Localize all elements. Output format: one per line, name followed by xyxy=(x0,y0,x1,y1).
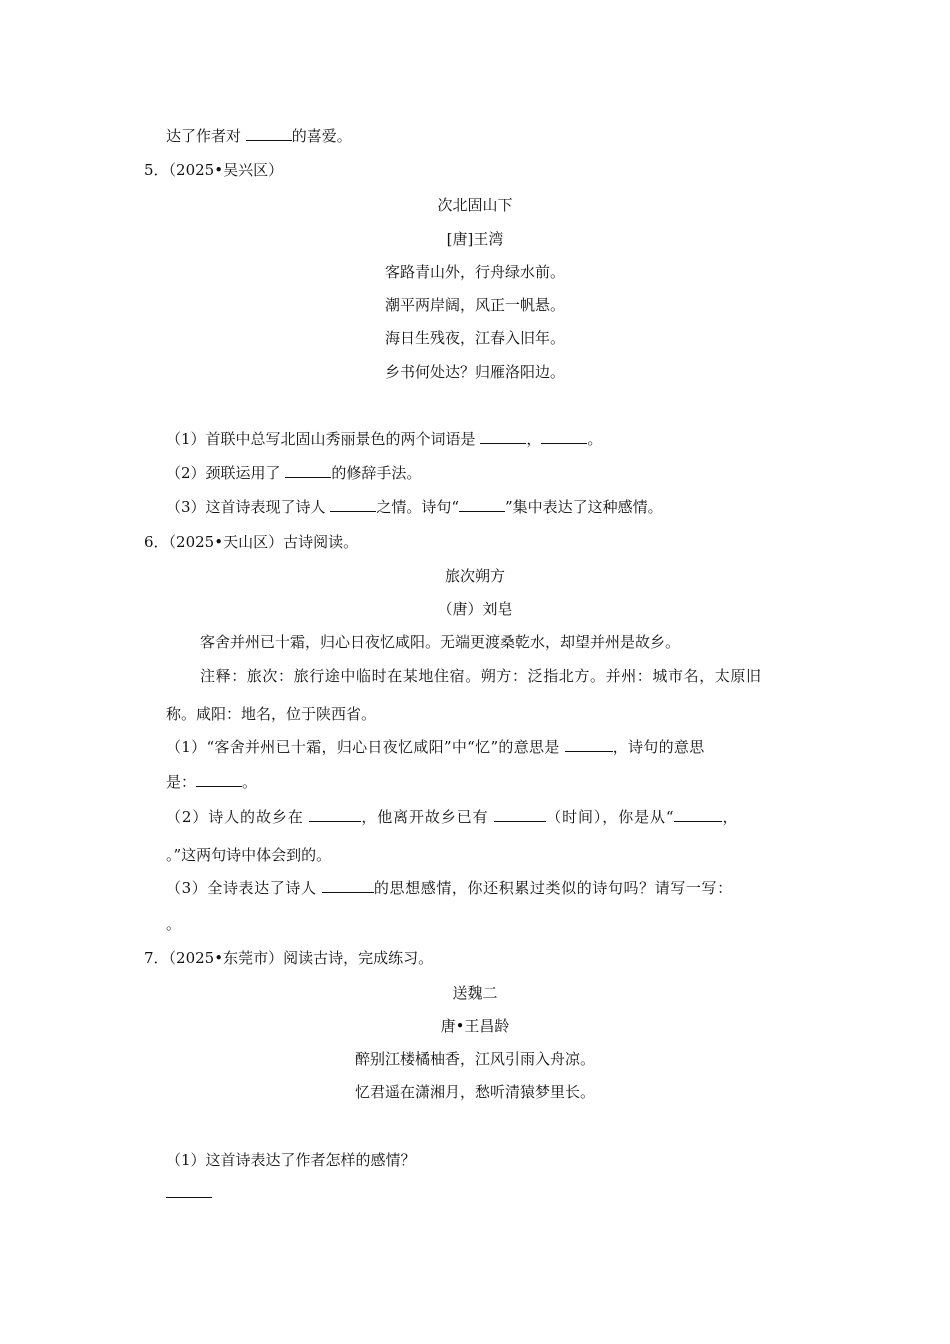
answer-blank[interactable] xyxy=(246,126,292,141)
answer-blank[interactable] xyxy=(480,429,526,444)
answer-blank[interactable] xyxy=(285,463,331,478)
q7-poem-line: 忆君遥在潇湘月，愁听清猿梦里长。 xyxy=(354,1083,595,1101)
q6-note: 注释：旅次：旅行途中临时在某地住宿。朔方：泛指北方。并州：城市名，太原旧 xyxy=(200,667,762,685)
q7-answer-line xyxy=(166,1183,212,1203)
q5-poem-author: [唐]王湾 xyxy=(446,230,504,248)
q6-poem-text: 客舍并州已十霜，归心日夜忆咸阳。无端更渡桑乾水，却望并州是故乡。 xyxy=(200,633,681,651)
q5-subquestion-2: （2）颈联运用了 的修辞手法。 xyxy=(166,464,422,482)
q5-poem-title: 次北固山下 xyxy=(437,196,513,214)
q6-subquestion-2: （2）诗人的故乡在 ，他离开故乡已有 （时间），你是从“ ， xyxy=(166,808,739,826)
answer-blank[interactable] xyxy=(166,1183,212,1198)
q5-subquestion-1: （1）首联中总写北固山秀丽景色的两个词语是 ， 。 xyxy=(166,430,603,448)
answer-blank[interactable] xyxy=(541,429,587,444)
q6-note-cont: 称。咸阳：地名，位于陕西省。 xyxy=(166,705,377,723)
q4-tail: 达了作者对 的喜爱。 xyxy=(166,127,352,145)
q5-poem-line: 乡书何处达？归雁洛阳边。 xyxy=(384,363,565,381)
q6-subquestion-3-cont: 。 xyxy=(166,915,182,933)
q5-poem-line: 潮平两岸阔，风正一帆悬。 xyxy=(384,296,565,314)
answer-blank[interactable] xyxy=(322,878,374,893)
q7-header: 7．（2025•东莞市）阅读古诗，完成练习。 xyxy=(144,949,434,967)
answer-blank[interactable] xyxy=(309,807,361,822)
q6-subquestion-3: （3）全诗表达了诗人 的思想感情，你还积累过类似的诗句吗？请写一写： xyxy=(166,879,733,897)
q6-header: 6．（2025•天山区）古诗阅读。 xyxy=(144,533,359,551)
q5-poem-line: 海日生残夜，江春入旧年。 xyxy=(384,329,565,347)
q7-poem-line: 醉别江楼橘柚香，江风引雨入舟凉。 xyxy=(354,1050,595,1068)
q6-subquestion-2-cont: 。”这两句诗中体会到的。 xyxy=(166,846,332,864)
answer-blank[interactable] xyxy=(494,807,546,822)
q7-subquestion-1: （1）这首诗表达了作者怎样的感情？ xyxy=(166,1151,416,1169)
q7-poem-title: 送魏二 xyxy=(452,984,498,1002)
q5-poem-line: 客路青山外，行舟绿水前。 xyxy=(384,263,565,281)
q6-subquestion-1: （1）“客舍并州已十霜，归心日夜忆咸阳”中“忆”的意思是 ，诗句的意思 xyxy=(166,738,705,756)
answer-blank[interactable] xyxy=(196,772,242,787)
answer-blank[interactable] xyxy=(459,497,505,512)
q7-poem-author: 唐•王昌龄 xyxy=(440,1017,510,1035)
q5-subquestion-3: （3）这首诗表现了诗人 之情。诗句“ ”集中表达了这种感情。 xyxy=(166,498,663,516)
answer-blank[interactable] xyxy=(565,737,613,752)
q6-poem-author: （唐）刘皂 xyxy=(437,600,513,618)
q5-header: 5．（2025•吴兴区） xyxy=(144,161,284,179)
answer-blank[interactable] xyxy=(330,497,376,512)
answer-blank[interactable] xyxy=(674,807,722,822)
q6-poem-title: 旅次朔方 xyxy=(444,567,505,585)
q6-subquestion-1-cont: 是： 。 xyxy=(166,773,258,791)
